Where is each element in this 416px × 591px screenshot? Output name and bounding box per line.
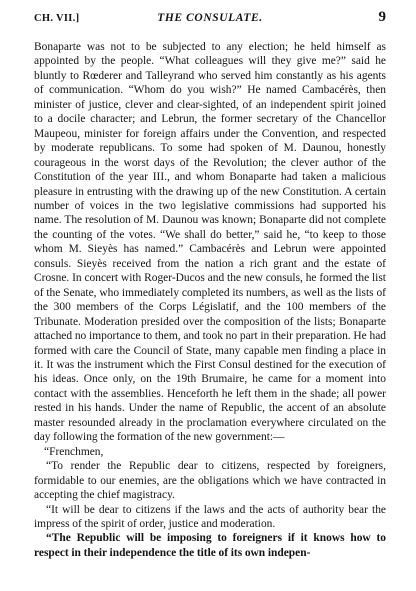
paragraph: Bonaparte was not to be subjected to any election; he held himself as appointed by the people. “What colleagues will they give me?” said he bluntly to Rœderer and Talleyrand who served him constantly as his agents of communication. “Whom do you wish?” He named Cambacérès, then minister of justice, clever and clear-sighted, of an independent spirit joined to a docile character; and Lebrun, the former secretary of the Chancellor Maupeou, minister for foreign affairs under the Convention, and respected by moderate republicans. To some had spoken of M. Daunou, honestly courageous in the worst days of the Revolution; the clever author of the Constitution of the year III., and whom Bonaparte had taken a malicious pleasure in entrusting with the drawing up of the new Constitution. A certain number of voices in the two legislative commissions had supported his name. The resolution of M. Daunou was known; Bonaparte did not complete the counting of the votes. “We shall do better,” said he, “to keep to those whom M. Sieyès has named.” Cambacérès and Lebrun were appointed consuls. Sieyès received from the nation a rich grant and the estate of Crosne. In concert with Roger-Ducos and the new consuls, he formed the list of the Senate, who immediately completed its numbers, as well as the lists of the 300 members of the Corps Législatif, and the 100 members of the Tribunate. Moderation presided over the composition of the lists; Bonaparte attached no importance to them, and took no part in their preparation. He had formed with care the Council of State, many capable men finding a place in it. It was the instrument which the First Consul destined for the execution of his ideas. Once only, on the 19th Brumaire, he came for a moment into contact with the assemblies. Henceforth he left them in the shade; all power rested in his hands. Under the name of Republic, the accent of an absolute master resounded already in the proclamation everywhere circulated on the day following the formation of the new government:— [34, 41, 386, 444]
running-header [34, 10, 386, 30]
page-content [34, 10, 386, 560]
body-text [34, 40, 386, 560]
proclamation-paragraph: “It will be dear to citizens if the laws and the acts of authority bear the impress of the spirit of order, justice and moderation. [34, 503, 386, 530]
proclamation-paragraph: “To render the Republic dear to citizens, respected by foreigners, formidable to our enemies, are the obligations which we have contracted in accepting the chief magistracy. [34, 460, 386, 502]
chapter-label: CH. VII.] [34, 13, 80, 24]
page-number: 9 [378, 9, 386, 25]
proclamation-paragraph: “The Republic will be imposing to foreigners if it knows how to respect in their independence the title of its own indepen- [34, 532, 386, 559]
running-title: THE CONSULATE. [157, 12, 263, 24]
salutation: “Frenchmen, [44, 445, 104, 458]
